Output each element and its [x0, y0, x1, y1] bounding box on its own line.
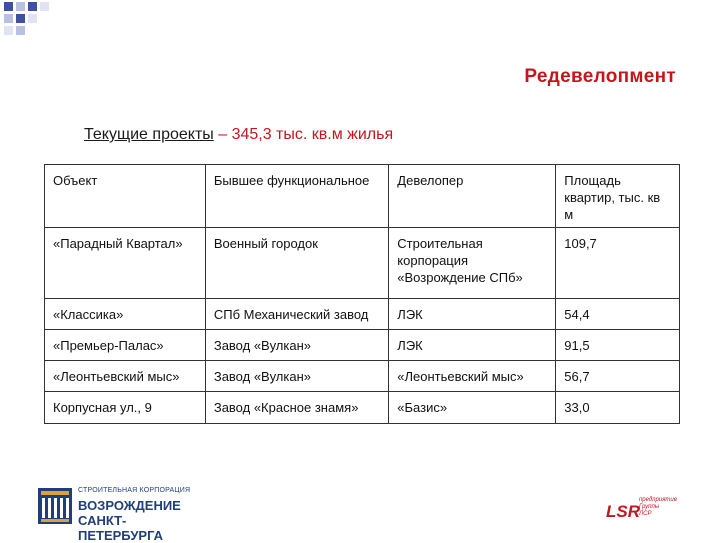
- table-header-row: [45, 165, 680, 228]
- lsr-mark-icon: [606, 499, 640, 521]
- column-header: Бывшее функциональное: [205, 165, 388, 228]
- table-row: [45, 299, 680, 330]
- logo-small-text: СТРОИТЕЛЬНАЯ КОРПОРАЦИЯ: [78, 487, 191, 494]
- building-emblem-icon: [38, 488, 72, 524]
- page-subtitle: [84, 126, 393, 144]
- table-cell: ЛЭК: [389, 330, 556, 361]
- table-cell: СПб Механический завод: [205, 299, 388, 330]
- lsr-logo: [606, 497, 686, 527]
- table-cell: 91,5: [556, 330, 680, 361]
- table-cell: «Парадный Квартал»: [45, 228, 206, 299]
- table-row: [45, 392, 680, 424]
- table-row: [45, 361, 680, 392]
- subtitle-label: Текущие проекты: [84, 126, 214, 143]
- table-cell: «Премьер-Палас»: [45, 330, 206, 361]
- table-cell: 54,4: [556, 299, 680, 330]
- table-row: [45, 330, 680, 361]
- table-cell: Военный городок: [205, 228, 388, 299]
- table-cell: Строительная корпорация «Возрождение СПб»: [389, 228, 556, 299]
- svg-text:LSR: LSR: [606, 502, 640, 521]
- table-cell: ЛЭК: [389, 299, 556, 330]
- table-cell: 56,7: [556, 361, 680, 392]
- table-row: [45, 228, 680, 299]
- table-cell: 109,7: [556, 228, 680, 299]
- table-cell: «Базис»: [389, 392, 556, 424]
- subtitle-dash: –: [213, 126, 232, 143]
- column-header: Площадь квартир, тыс. кв м: [556, 165, 680, 228]
- table-cell: 33,0: [556, 392, 680, 424]
- page-title: Редевелопмент: [524, 66, 676, 87]
- table-cell: Завод «Красное знамя»: [205, 392, 388, 424]
- corner-decoration: [0, 0, 60, 44]
- lsr-caption-line1: предприятие: [639, 497, 678, 503]
- table-cell: «Классика»: [45, 299, 206, 330]
- table-cell: Завод «Вулкан»: [205, 361, 388, 392]
- lsr-caption-line3: ЛСР: [639, 511, 652, 517]
- subtitle-value: 345,3 тыс. кв.м жилья: [231, 126, 394, 143]
- logo-text-line2: САНКТ-ПЕТЕРБУРГА: [78, 513, 164, 543]
- column-header: Объект: [45, 165, 206, 228]
- table-cell: Завод «Вулкан»: [205, 330, 388, 361]
- logo-text-line1: ВОЗРОЖДЕНИЕ: [78, 498, 181, 513]
- column-header: Девелопер: [389, 165, 556, 228]
- vozrozhdenie-logo: [38, 486, 198, 543]
- table-cell: «Леонтьевский мыс»: [45, 361, 206, 392]
- projects-table: [44, 164, 680, 424]
- table-cell: Корпусная ул., 9: [45, 392, 206, 424]
- table-cell: «Леонтьевский мыс»: [389, 361, 556, 392]
- lsr-caption: [639, 497, 677, 518]
- lsr-caption-line2: Группы: [639, 504, 660, 510]
